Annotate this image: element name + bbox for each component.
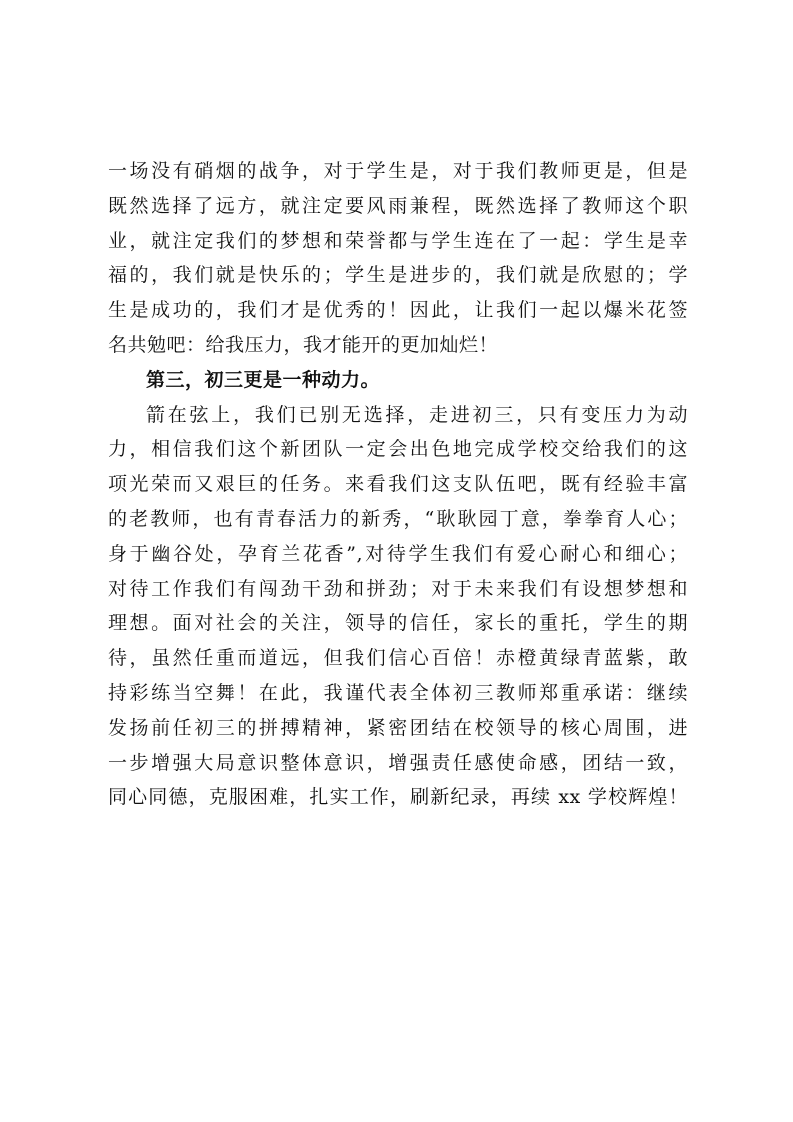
paragraph-line: 箭在弦上，我们已别无选择，走进初三，只有变压力为动 <box>146 403 688 426</box>
paragraph-line: 理想。面对社会的关注，领导的信任，家长的重托，学生的期 <box>108 612 688 635</box>
paragraph-line: 一步增强大局意识整体意识，增强责任感使命感，团结一致， <box>108 751 688 774</box>
body-text <box>108 154 688 815</box>
paragraph-line: 身于幽谷处，孕育兰花香”,对待学生我们有爱心耐心和细心； <box>108 542 688 565</box>
paragraph-line: 一场没有硝烟的战争，对于学生是，对于我们教师更是，但是 <box>108 160 688 182</box>
paragraph-line: 发扬前任初三的拼搏精神，紧密团结在校领导的核心周围，进 <box>108 716 688 739</box>
paragraph-line: 力，相信我们这个新团队一定会出色地完成学校交给我们的这 <box>108 438 688 461</box>
section-heading: 第三，初三更是一种动力。 <box>146 368 381 391</box>
paragraph-line: 的老教师，也有青春活力的新秀，“耿耿园丁意，拳拳育人心； <box>108 507 688 530</box>
paragraph-line: 既然选择了远方，就注定要风雨兼程，既然选择了教师这个职 <box>108 194 688 217</box>
paragraph-line: 项光荣而又艰巨的任务。来看我们这支队伍吧，既有经验丰富 <box>108 473 688 496</box>
paragraph-line: 同心同德，克服困难，扎实工作，刷新纪录，再续 xx 学校辉煌！ <box>108 786 688 809</box>
paragraph-line: 名共勉吧：给我压力，我才能开的更加灿烂！ <box>108 333 499 356</box>
paragraph-line: 对待工作我们有闯劲干劲和拼劲；对于未来我们有设想梦想和 <box>108 577 688 600</box>
paragraph-line: 福的，我们就是快乐的；学生是进步的，我们就是欣慰的；学 <box>108 264 688 287</box>
paragraph-line: 持彩练当空舞！在此，我谨代表全体初三教师郑重承诺：继续 <box>108 681 688 704</box>
paragraph-line: 生是成功的，我们才是优秀的！因此，让我们一起以爆米花签 <box>108 299 688 322</box>
paragraph-line: 业，就注定我们的梦想和荣誉都与学生连在了一起：学生是幸 <box>108 229 688 252</box>
paragraph-line: 待，虽然任重而道远，但我们信心百倍！赤橙黄绿青蓝紫，敢 <box>108 647 688 670</box>
